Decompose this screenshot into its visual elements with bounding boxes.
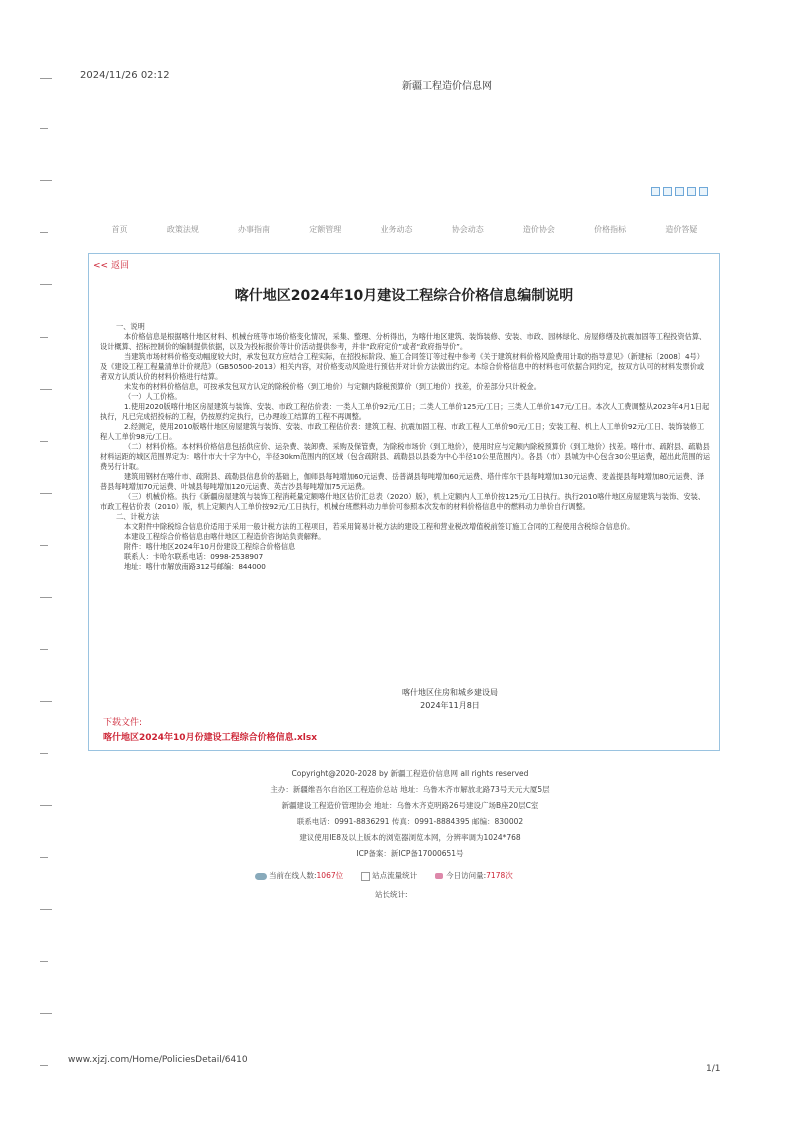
print-site-name: 新疆工程造价信息网: [402, 81, 492, 92]
nav-item-price-index[interactable]: 价格指标: [594, 224, 627, 234]
article-paragraph: 本文附件中除税综合信息价适用于采用一般计税方法的工程项目，若采用简易计税方法的建设工程和营业税改增值税前签订施工合同的工程使用含税综合信息价。: [124, 522, 635, 531]
scan-mark: [40, 441, 48, 442]
scan-mark: [40, 909, 52, 910]
section-heading: 一、说明: [116, 322, 145, 331]
square-icon[interactable]: [663, 187, 672, 196]
article-paragraph: 本建设工程综合价格信息由喀什地区工程造价咨询站负责解释。: [124, 532, 326, 541]
article-paragraph: （三）机械价格。执行《新疆房屋建筑与装饰工程消耗量定额喀什地区估价汇总表（2020）版》，机上定额内人工单价按125元/工日执行。执行2010喀什地区房屋建筑与装饰、安装、市政工程估价表（2010）版，机上定额内人工单价按92元/工日执行，机械台班燃料动力单价可参照本次发布的材料价格信息中的燃料动力单价自行调整。: [100, 492, 706, 511]
scan-mark: [40, 389, 52, 390]
scan-mark: [40, 337, 48, 338]
article-paragraph: 未发布的材料价格信息，可按承发包双方认定的除税价格（到工地价）与定额内除税预算价（到工地价）找差，价差部分只计税金。: [124, 382, 541, 391]
scan-mark: [40, 232, 48, 233]
scan-mark: [40, 493, 52, 494]
site-stats-label[interactable]: 站长统计:: [375, 890, 408, 899]
scan-mark: [40, 284, 52, 285]
download-label: 下载文件:: [103, 718, 143, 728]
article-paragraph: 本价格信息是根据喀什地区材料、机械台班等市场价格变化情况，采集、整理、分析得出，为喀什地区建筑、装饰装修、安装、市政、园林绿化、房屋修缮及抗震加固等工程投资估算、设计概算、招标控制价的编制提供依据，以及为投标报价等计价活动提供参考，并非“政府定价”或者“政府指导价”。: [100, 332, 707, 351]
scan-mark: [40, 805, 52, 806]
visits-icon: [435, 873, 443, 879]
nav-item-quota[interactable]: 定额管理: [309, 224, 342, 234]
scan-mark: [40, 1065, 48, 1066]
back-link[interactable]: << 返回: [93, 261, 129, 271]
square-icon[interactable]: [651, 187, 660, 196]
main-nav: [92, 220, 717, 238]
address-line: 地址：喀什市解放南路312号邮编：844000: [124, 562, 266, 571]
nav-item-policy[interactable]: 政策法规: [166, 224, 199, 234]
nav-item-news[interactable]: 业务动态: [380, 224, 413, 234]
print-datetime: 2024/11/26 02:12: [80, 70, 170, 81]
contact-line: 联系人：卡哈尔联系电话：0998-2538907: [124, 552, 264, 561]
icp-record[interactable]: ICP备案：新ICP备17000651号: [356, 849, 464, 858]
article-paragraph: 2.经测定，使用2010版喀什地区房屋建筑与装饰、安装、市政工程估价表：建筑工程、抗震加固工程、市政工程人工单价90元/工日；安装工程、机上人工单价92元/工日、装饰装修工程人工单价98元/工日。: [100, 422, 705, 441]
today-visits: 今日访问量:7178次: [435, 870, 513, 881]
article-paragraph: 1.使用2020版喀什地区房屋建筑与装饰、安装、市政工程估价表：一类人工单价92元/工日；二类人工单价125元/工日；三类人工单价147元/工日。本次人工费调整从2023年4月1日起执行，凡已完成招投标的工程，仍按原约定执行，已办理竣工结算的工程不再调整。: [100, 402, 710, 421]
issue-date: 2024年11月8日: [420, 701, 480, 710]
attachment-line: 附件：喀什地区2024年10月份建设工程综合价格信息: [124, 542, 296, 551]
association-info: 新疆建设工程造价管理协会 地址：乌鲁木齐克明路26号建设广场B座20层C室: [281, 801, 539, 810]
section-heading: 二、计税方法: [116, 512, 160, 521]
download-file-link[interactable]: 喀什地区2024年10月份建设工程综合价格信息.xlsx: [103, 733, 318, 743]
scan-mark: [40, 1013, 52, 1014]
copyright: Copyright@2020-2028 by 新疆工程造价信息网 all rights reserved: [291, 769, 529, 778]
nav-item-qa[interactable]: 造价答疑: [665, 224, 698, 234]
scan-mark: [40, 961, 48, 962]
scan-mark: [40, 753, 48, 754]
print-url: www.xjzj.com/Home/PoliciesDetail/6410: [68, 1055, 248, 1065]
nav-item-association[interactable]: 造价协会: [522, 224, 555, 234]
print-page-number: 1/1: [706, 1064, 721, 1074]
article-body: [100, 322, 710, 572]
scan-mark: [40, 857, 48, 858]
scan-mark: [40, 701, 52, 702]
scan-mark: [40, 545, 48, 546]
article-paragraph: 当建筑市场材料价格变动幅度较大时，承发包双方应结合工程实际，在招投标阶段、施工合同签订等过程中参考《关于建筑材料价格风险费用计取的指导意见》（新建标〔2008〕4号）及《建设工程工程量清单计价规范》（GB50500-2013）相关内容，对价格变动风险进行预估并对计价方法做出约定。本综合价格信息中的材料也可依据合同约定，按双方认可的材料发票价或者双方认质认价的材料价格进行结算。: [100, 352, 705, 381]
scan-mark: [40, 128, 48, 129]
broken-image-icon: [361, 872, 370, 881]
scan-mark: [40, 180, 52, 181]
article-paragraph: （二）材料价格。本材料价格信息包括供应价、运杂费、装卸费、采购及保管费，为除税市场价（到工地价），使用时应与定额内除税预算价（到工地价）找差。喀什市、疏附县、疏勒县材料运距的城区范围界定为：喀什市大十字为中心，半径30km范围内的区域（包含疏附县、疏勒县以县委为中心半径10公里范围内）。各县（市）县城为中心包含30公里运费，超出此范围的运费另行计取。: [100, 442, 711, 471]
online-count: 当前在线人数:1067位: [255, 870, 343, 881]
host-info: 主办：新疆维吾尔自治区工程造价总站 地址：乌鲁木齐市解放北路73号天元大厦5层: [270, 785, 550, 794]
subsection-heading: （一）人工价格。: [124, 392, 182, 401]
nav-item-home[interactable]: 首页: [111, 224, 128, 234]
issuer: 喀什地区住房和城乡建设局: [402, 688, 498, 697]
article-paragraph: 建筑用钢材在喀什市、疏附县、疏勒县信息价的基础上，伽师县每吨增加60元运费、岳普湖县每吨增加60元运费、塔什库尔干县每吨增加130元运费、麦盖提县每吨增加80元运费、泽普县每吨增加70元运费、叶城县每吨增加120元运费、英吉沙县每吨增加75元运费。: [100, 472, 705, 491]
scan-mark: [40, 597, 52, 598]
people-icon: [255, 873, 267, 880]
scan-mark: [40, 649, 48, 650]
scan-mark: [40, 78, 52, 79]
contact-info: 联系电话：0991-8836291 传真：0991-8884395 邮编：830002: [296, 817, 524, 826]
traffic-counter[interactable]: 站点流量统计: [361, 870, 417, 881]
signature-block: [380, 686, 520, 712]
site-footer: [200, 766, 620, 862]
square-icon[interactable]: [687, 187, 696, 196]
page-title: 喀什地区2024年10月建设工程综合价格信息编制说明: [234, 288, 574, 304]
visitor-stats: [255, 870, 615, 881]
browser-note: 建议使用IE8及以上版本的浏览器浏览本网，分辨率调为1024*768: [299, 833, 521, 842]
square-icon[interactable]: [699, 187, 708, 196]
font-size-switcher[interactable]: [651, 187, 708, 196]
square-icon[interactable]: [675, 187, 684, 196]
nav-item-guide[interactable]: 办事指南: [238, 224, 271, 234]
nav-item-association-news[interactable]: 协会动态: [451, 224, 484, 234]
